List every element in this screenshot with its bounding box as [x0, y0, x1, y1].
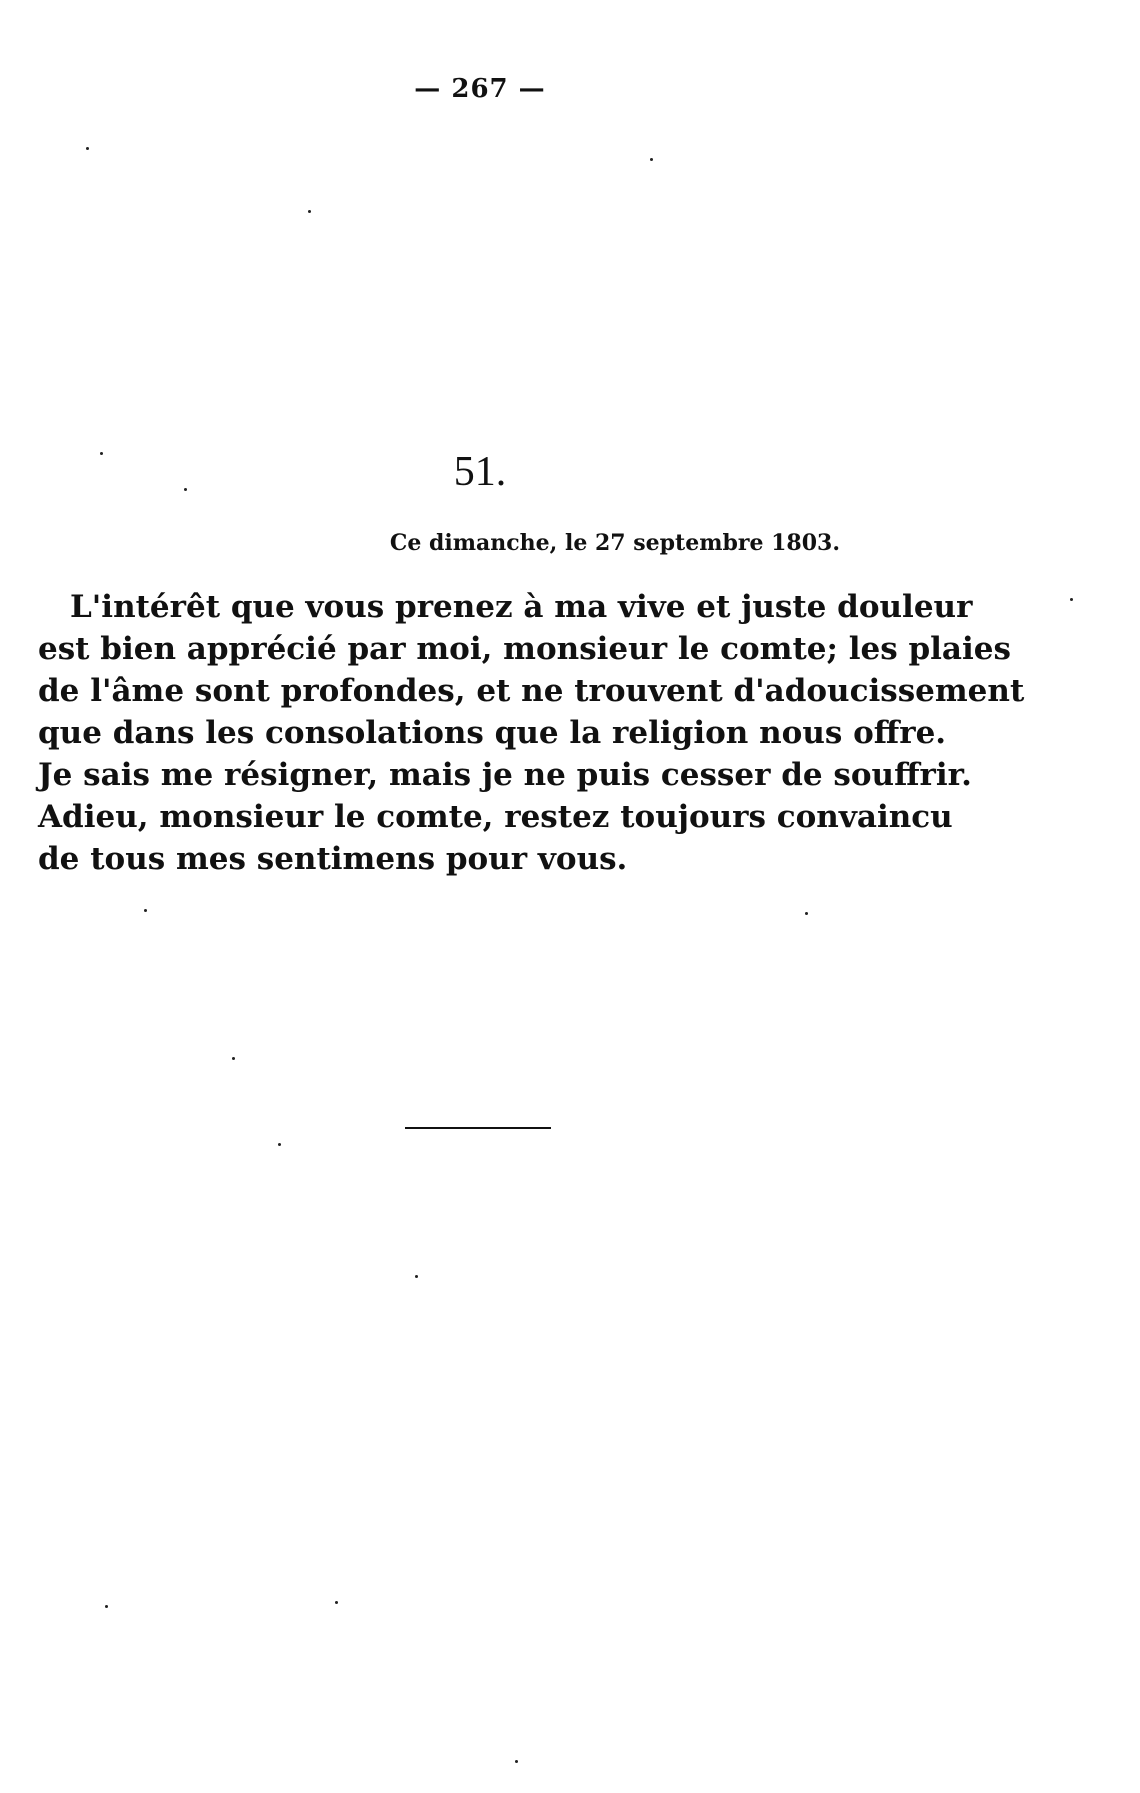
scan-speck	[335, 1601, 338, 1604]
scan-speck	[308, 210, 311, 213]
letter-line: de tous mes sentimens pour vous.	[38, 841, 628, 877]
scan-speck	[144, 909, 147, 912]
scan-speck	[515, 1760, 518, 1763]
letter-line: que dans les consolations que la religion nous offre.	[38, 715, 947, 751]
scan-speck	[650, 158, 653, 161]
letter-line: est bien apprécié par moi, monsieur le comte; les plaies	[38, 631, 1011, 667]
scan-speck	[232, 1057, 235, 1060]
letter-line: Je sais me résigner, mais je ne puis cesser de souffrir.	[38, 757, 972, 793]
letter-line: L'intérêt que vous prenez à ma vive et juste douleur	[70, 589, 973, 625]
letter-line: Adieu, monsieur le comte, restez toujours convaincu	[38, 799, 953, 835]
page-number: — 267 —	[414, 74, 546, 104]
scan-speck	[805, 912, 808, 915]
letter-dateline: Ce dimanche, le 27 septembre 1803.	[389, 530, 840, 556]
scan-speck	[105, 1605, 108, 1608]
scan-speck	[86, 147, 89, 150]
scan-speck	[278, 1143, 281, 1146]
scan-speck	[1070, 598, 1073, 601]
scan-speck	[415, 1275, 418, 1278]
letter-body	[38, 586, 1025, 880]
scan-speck	[100, 452, 103, 455]
end-rule	[405, 1127, 551, 1129]
scan-speck	[184, 488, 187, 491]
letter-number: 51.	[453, 449, 507, 495]
letter-line: de l'âme sont profondes, et ne trouvent d'adoucissement	[38, 673, 1025, 709]
